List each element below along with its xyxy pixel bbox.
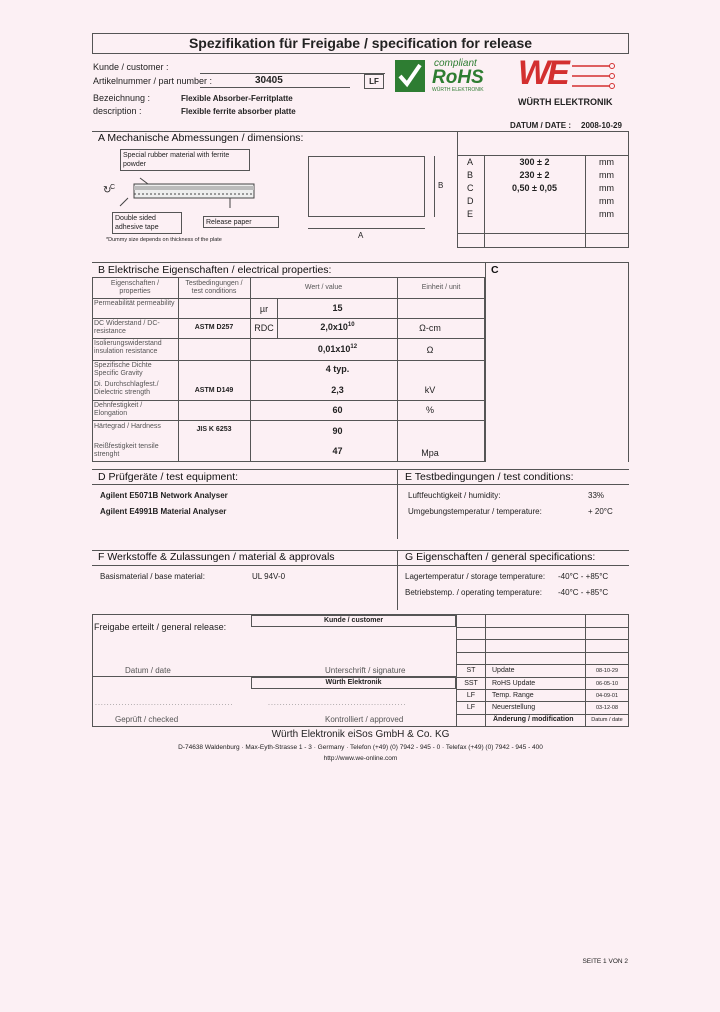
change-code: SST <box>464 680 478 687</box>
dim-unit: mm <box>599 196 614 206</box>
value-cell: 90 <box>332 426 343 436</box>
el-col-sep <box>178 277 179 462</box>
dim-c-label: C <box>110 184 116 191</box>
dim-row-line <box>457 233 629 234</box>
change-row-line <box>456 701 629 702</box>
spec-value: -40°C - +85°C <box>558 588 609 597</box>
change-row-line <box>456 714 629 715</box>
el-row-line <box>92 298 485 299</box>
material-value: UL 94V-0 <box>252 572 286 581</box>
section-de-top-line <box>92 469 629 470</box>
dim-key: A <box>467 157 474 167</box>
change-footer-date: Datum / date <box>591 717 623 723</box>
rohs-text: RoHS <box>432 67 484 88</box>
section-g-title: G Eigenschaften / general specifications: <box>405 551 596 563</box>
value-cell: 2,3 <box>331 385 344 395</box>
curved-arrow-icon: ↻ <box>103 185 112 196</box>
el-row-line <box>92 400 485 401</box>
condition-value: + 20°C <box>588 507 613 516</box>
section-de-sub-line <box>92 484 629 485</box>
we-company: WÜRTH ELEKTRONIK <box>518 97 613 107</box>
el-row-line <box>92 338 485 339</box>
dim-value: 0,50 ± 0,05 <box>512 183 557 193</box>
change-col <box>485 614 486 726</box>
change-text: Neuerstellung <box>492 704 536 711</box>
we-box: Würth Elektronik <box>251 677 456 689</box>
section-b-title: B Elektrische Eigenschaften / electrical properties: <box>98 264 332 276</box>
condition-cell: ASTM D149 <box>194 387 234 394</box>
el-col-sep <box>397 277 398 462</box>
release-left <box>92 614 93 726</box>
equipment-item: Agilent E5071B Network Analyser <box>100 491 228 500</box>
we-circuit-icon <box>572 60 618 94</box>
dim-row-line <box>457 155 629 156</box>
change-code: LF <box>466 692 476 699</box>
property-cell: Di. Durchschlagfest./ Dielectric strength <box>94 381 159 396</box>
dim-value: 230 ± 2 <box>519 170 550 180</box>
footer-company: Würth Elektronik eiSos GmbH & Co. KG <box>271 729 450 740</box>
change-date: 08-10-29 <box>595 668 619 674</box>
change-text: Update <box>492 667 515 674</box>
approved-label: Kontrolliert / approved <box>325 715 404 724</box>
section-c-right <box>628 262 629 462</box>
equipment-item: Agilent E4991B Material Analyser <box>100 507 227 516</box>
customer-line <box>200 73 385 74</box>
section-e-title: E Testbedingungen / test conditions: <box>405 471 574 483</box>
section-c-left <box>485 262 486 462</box>
property-cell: Permeabilität permeability <box>94 300 175 307</box>
value-mantissa: 2,0x10 <box>320 322 348 332</box>
checked-label: Geprüft / checked <box>115 715 179 724</box>
change-row-line <box>456 664 629 665</box>
dim-value: 300 ± 2 <box>519 157 550 167</box>
signature-dots: ............................................... <box>268 700 407 707</box>
footer-url[interactable]: http://www.we-online.com <box>323 755 398 762</box>
change-code: ST <box>466 667 476 674</box>
property-cell: DC Widerstand / DC-resistance <box>94 320 160 335</box>
dim-a-line <box>308 228 425 229</box>
release-label: Freigabe erteilt / general release: <box>94 622 227 632</box>
dim-row <box>457 157 629 170</box>
unit-cell: Ω <box>426 345 434 355</box>
section-d-title: D Prüfgeräte / test equipment: <box>98 471 239 483</box>
value-cell <box>278 344 397 354</box>
spec-label: Betriebstemp. / operating temperature: <box>405 588 542 597</box>
customer-label: Kunde / customer : <box>93 62 169 72</box>
value-cell: 60 <box>332 405 343 415</box>
dim-unit: mm <box>599 183 614 193</box>
rohs-compliant: compliant <box>434 58 477 69</box>
unit-cell: Mpa <box>421 448 439 458</box>
part-number: 30405 <box>255 75 283 86</box>
dim-a-label: A <box>358 231 364 240</box>
rohs-logo <box>394 58 502 96</box>
description-label: description : <box>93 106 142 116</box>
dim-row <box>457 209 629 222</box>
col-unit: Einheit / unit <box>421 284 461 291</box>
section-b-top-line <box>92 262 629 263</box>
rohs-small-text: WÜRTH ELEKTRONIK <box>432 87 484 93</box>
section-fg-sub-line <box>92 565 629 566</box>
value-cell: 15 <box>332 303 343 313</box>
dim-unit: mm <box>599 157 614 167</box>
spec-label: Lagertemperatur / storage temperature: <box>405 572 546 581</box>
change-code: LF <box>466 704 476 711</box>
unit-cell: kV <box>424 385 436 395</box>
change-date: 03-12-08 <box>595 705 619 711</box>
change-row-line <box>456 652 629 653</box>
property-cell: Spezifische Dichte Specific Gravity <box>94 362 152 377</box>
change-date: 06-05-10 <box>595 681 619 687</box>
dim-key: E <box>467 209 474 219</box>
change-footer-text: Änderung / modification <box>493 716 574 723</box>
date-label: DATUM / DATE : <box>510 121 572 130</box>
col-properties: Eigenschaften / properties <box>110 280 160 295</box>
property-cell: Dehnfestigkeit / Elongation <box>94 402 143 417</box>
section-a-title: A Mechanische Abmessungen / dimensions: <box>98 132 304 144</box>
designation-value: Flexible Absorber-Ferritplatte <box>181 94 293 103</box>
we-logo <box>512 54 620 110</box>
change-row-line <box>456 689 629 690</box>
material-label: Basismaterial / base material: <box>100 572 205 581</box>
condition-label: Luftfeuchtigkeit / humidity: <box>408 491 501 500</box>
lf-badge: LF <box>364 74 384 89</box>
value-cell <box>278 322 397 332</box>
dim-b-label: B <box>438 181 444 190</box>
signature-label: Unterschrift / signature <box>325 666 406 675</box>
section-c-title: C <box>491 264 499 276</box>
dim-row <box>457 196 629 209</box>
value-mantissa: 0,01x10 <box>317 344 351 354</box>
spec-value: -40°C - +85°C <box>558 572 609 581</box>
property-cell: Isolierungswiderstand insulation resistance <box>94 340 162 355</box>
value-exponent: 12 <box>350 344 358 350</box>
value-cell: 4 typ. <box>325 364 350 374</box>
section-de-divider <box>397 469 398 539</box>
condition-value: 33% <box>588 491 605 500</box>
dim-b-line <box>434 156 435 217</box>
dimension-note: *Dummy size depends on thickness of the plate <box>106 237 222 243</box>
date-value: 2008-10-29 <box>581 121 622 130</box>
symbol-cell: RDC <box>254 323 274 333</box>
part-label: Artikelnummer / part number : <box>93 76 213 86</box>
section-f-title: F Werkstoffe & Zulassungen / material & approvals <box>98 551 335 563</box>
page-number: SEITE 1 VON 2 <box>582 958 628 965</box>
dim-key: B <box>467 170 474 180</box>
release-right <box>628 614 629 726</box>
plate-rectangle <box>308 156 425 217</box>
callout-top: Special rubber material with ferrite powder <box>120 149 250 171</box>
unit-cell: Ω-cm <box>419 323 441 333</box>
col-value: Wert / value <box>304 284 343 291</box>
page-title: Spezifikation für Freigabe / specification for release <box>188 35 533 51</box>
callout-right: Release paper <box>203 216 279 228</box>
section-fg-divider <box>397 550 398 610</box>
dim-row <box>457 183 629 196</box>
change-text: RoHS Update <box>492 680 536 687</box>
change-date: 04-09-01 <box>595 693 619 699</box>
property-cell: Härtegrad / Hardness <box>94 423 161 430</box>
value-cell: 47 <box>332 446 343 456</box>
change-text: Temp. Range <box>492 692 534 699</box>
part-line <box>200 87 350 88</box>
dim-unit: mm <box>599 209 614 219</box>
customer-box: Kunde / customer <box>251 615 456 627</box>
condition-cell: ASTM D257 <box>194 324 234 331</box>
dim-key: D <box>467 196 474 206</box>
dim-row <box>457 170 629 183</box>
dim-unit: mm <box>599 170 614 180</box>
change-row-line <box>456 627 629 628</box>
condition-label: Umgebungstemperatur / temperature: <box>408 507 542 516</box>
description-value: Flexible ferrite absorber platte <box>181 107 296 116</box>
release-bottom-line <box>92 726 629 727</box>
dim-row-line <box>457 247 629 248</box>
unit-cell: % <box>425 405 434 415</box>
footer-address: D-74638 Waldenburg · Max-Eyth-Strasse 1 - 3 · Germany · Telefon (+49) (0) 7942 - 945 - 0 · Telefax (+49) (0) 7942 - 945 - 400 <box>178 744 543 751</box>
we-logo-mark: WE <box>518 54 567 92</box>
signature-dots: ............................................... <box>95 700 234 707</box>
condition-cell: JIS K 6253 <box>196 426 232 433</box>
release-date-label: Datum / date <box>125 666 171 675</box>
col-conditions: Testbedingungen / test conditions <box>185 280 243 295</box>
callout-left: Double sided adhesive tape <box>112 212 182 234</box>
dim-key: C <box>467 183 474 193</box>
designation-label: Bezeichnung : <box>93 93 151 103</box>
change-row-line <box>456 639 629 640</box>
change-row-line <box>456 677 629 678</box>
el-row-line <box>92 318 485 319</box>
property-cell: Reißfestigkeit tensile strenght <box>94 443 159 458</box>
el-row-line <box>92 360 485 361</box>
symbol-cell: µr <box>259 304 269 314</box>
el-row-line <box>92 420 485 421</box>
value-exponent: 10 <box>347 322 355 328</box>
